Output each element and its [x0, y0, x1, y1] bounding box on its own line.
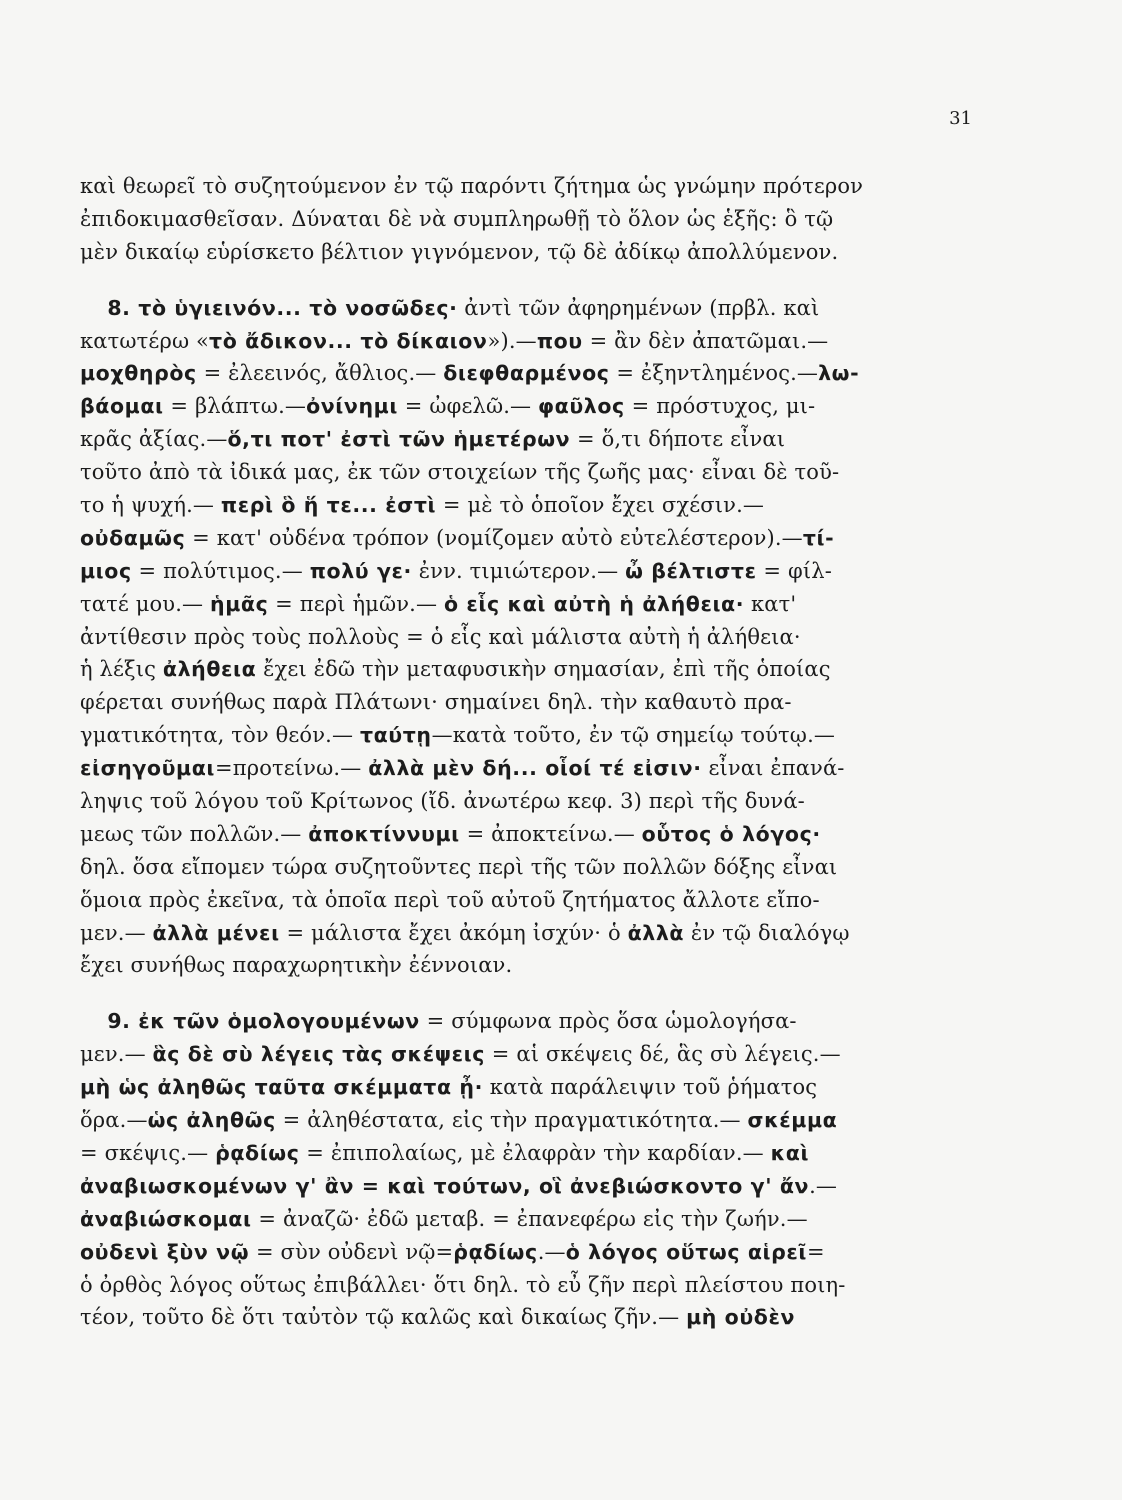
- gloss-text: δηλ. ὅσα εἴπομεν τώρα συζητοῦντες περὶ τῆς τῶν πολλῶν δόξης εἶναι: [80, 854, 838, 879]
- gloss-text: = ἐξηντλημένος.—: [609, 361, 819, 386]
- gloss-text: καὶ θεωρεῖ τὸ συζητούμενον ἐν τῷ παρόντι ζήτημα ὡς γνώμην πρότερον: [80, 174, 864, 198]
- lemma-term: ἀναβιωσκομένων γ' ἂν = καὶ τούτων, οἳ ἀνεβιώσκοντο γ' ἄν: [80, 1173, 810, 1198]
- gloss-text: = πρόστυχος, μι-: [624, 394, 816, 419]
- gloss-text: εἶναι ἐπανά-: [701, 756, 845, 781]
- gloss-text: = ἀποκτείνω.—: [459, 821, 642, 846]
- lemma-term: μὴ ὡς ἀληθῶς ταῦτα σκέμματα ᾖ·: [80, 1075, 483, 1100]
- lemma-term: ῥᾳδίως: [453, 1239, 538, 1264]
- gloss-text: = μάλιστα ἔχει ἀκόμη ἰσχύν· ὁ: [279, 920, 628, 945]
- gloss-text: ἐνν. τιμιώτερον.—: [411, 558, 626, 583]
- gloss-text: τατέ μου.—: [80, 591, 211, 616]
- text-line: [80, 1269, 980, 1302]
- lemma-term: ὡς ἀληθῶς: [147, 1108, 276, 1133]
- lemma-term: ἀλήθεια: [162, 657, 257, 682]
- lemma-term: σκέμμα: [747, 1108, 838, 1133]
- text-line: [80, 1170, 980, 1203]
- lemma-term: περὶ ὃ ἥ τε... ἐστὶ: [220, 493, 437, 518]
- gloss-text: = μὲ τὸ ὁποῖον ἔχει σχέσιν.—: [436, 493, 765, 518]
- gloss-text: ληψις τοῦ λόγου τοῦ Κρίτωνος (ἴδ. ἀνωτέρω κεφ. 3) περὶ τῆς δυνά-: [80, 789, 805, 814]
- text-line: [80, 357, 980, 390]
- lemma-term: καὶ: [770, 1140, 810, 1165]
- lemma-term: φαῦλος: [538, 394, 625, 419]
- lemma-term: ἀλλὰ: [627, 920, 685, 945]
- text-line: [80, 1005, 980, 1038]
- page-number: 31: [949, 108, 972, 129]
- gloss-text: —κατὰ τοῦτο, ἐν τῷ σημείῳ τούτῳ.—: [431, 723, 836, 748]
- text-line: [80, 236, 980, 269]
- lemma-term: λω-: [818, 361, 860, 386]
- text-line: [80, 292, 980, 325]
- lemma-term: διεφθαρμένος: [443, 361, 610, 386]
- gloss-text: μεως τῶν πολλῶν.—: [80, 821, 309, 846]
- lemma-term: βάομαι: [80, 394, 164, 419]
- lemma-term: ὦ βέλτιστε: [625, 558, 757, 583]
- gloss-text: ὁ ὀρθὸς λόγος οὕτως ἐπιβάλλει· ὅτι δηλ. τὸ εὖ ζῆν περὶ πλείστου ποιη-: [80, 1272, 846, 1297]
- gloss-text: = κατ' οὐδένα τρόπον (νομίζομεν αὐτὸ εὐτελέστερον).—: [185, 525, 803, 550]
- text-line: [80, 456, 980, 489]
- gloss-text: = σὺν οὐδενὶ νῷ=: [249, 1239, 454, 1264]
- gloss-text: ἀντὶ τῶν ἀφηρημένων (πρβλ. καὶ: [457, 295, 820, 320]
- text-line: [80, 423, 980, 456]
- gloss-text: ἡ λέξις: [80, 657, 163, 682]
- lemma-term: μιος: [80, 558, 132, 583]
- lemma-term: ἡμᾶς: [210, 591, 269, 616]
- gloss-text: ὅρα.—: [80, 1108, 148, 1133]
- lemma-term: που: [536, 328, 583, 353]
- lemma-term: μοχθηρὸς: [80, 361, 197, 386]
- text-line: [80, 489, 980, 522]
- gloss-text: κατ': [744, 591, 797, 616]
- lemma-term: 8. τὸ ὑγιεινόν... τὸ νοσῶδες·: [107, 295, 458, 320]
- text-line: [80, 785, 980, 818]
- gloss-text: = αἱ σκέψεις δέ, ἃς σὺ λέγεις.—: [484, 1042, 841, 1067]
- text-line: [80, 390, 980, 423]
- gloss-text: .—: [537, 1239, 566, 1264]
- lemma-term: ὁ εἷς καὶ αὐτὴ ἡ ἀλήθεια·: [443, 591, 745, 616]
- text-line: [80, 686, 980, 719]
- gloss-text: μεν.—: [80, 920, 153, 945]
- lemma-term: ὁ λόγος οὕτως αἱρεῖ: [565, 1239, 807, 1264]
- text-line: [80, 1071, 980, 1104]
- gloss-text: κρᾶς ἀξίας.—: [80, 427, 228, 452]
- lemma-term: ταύτῃ: [359, 723, 432, 748]
- text-line: [80, 719, 980, 752]
- gloss-text: =: [806, 1239, 825, 1264]
- gloss-text: = ἀναζῶ· ἐδῶ μεταβ. = ἐπανεφέρω εἰς τὴν ζωήν.—: [251, 1206, 808, 1231]
- gloss-text: [80, 1009, 107, 1033]
- gloss-text: μεν.—: [80, 1042, 153, 1067]
- gloss-text: τέον, τοῦτο δὲ ὅτι ταὐτὸν τῷ καλῶς καὶ δικαίως ζῆν.—: [80, 1305, 687, 1330]
- text-line: [80, 917, 980, 950]
- text-line: [80, 851, 980, 884]
- gloss-text: ἔχει συνήθως παραχωρητικὴν ἐέννοιαν.: [80, 953, 513, 978]
- gloss-text: μὲν δικαίῳ εὑρίσκετο βέλτιον γιγνόμενον, τῷ δὲ ἀδίκῳ ἀπολλύμενον.: [80, 239, 839, 264]
- text-line: [80, 1236, 980, 1269]
- gloss-text: »).—: [487, 328, 537, 353]
- lemma-term: μὴ οὐδὲν: [686, 1305, 796, 1330]
- gloss-text: = βλάπτω.—: [163, 394, 307, 419]
- text-line: [80, 1301, 980, 1334]
- gloss-text: ὅμοια πρὸς ἐκεῖνα, τὰ ὁποῖα περὶ τοῦ αὐτοῦ ζητήματος ἄλλοτε εἴπο-: [80, 887, 820, 912]
- gloss-text: = πολύτιμος.—: [131, 558, 310, 583]
- gloss-text: = ἀληθέστατα, εἰς τὴν πραγματικότητα.—: [275, 1108, 748, 1133]
- lemma-term: 9. ἐκ τῶν ὁμολογουμένων: [107, 1009, 420, 1034]
- text-line: [80, 1104, 980, 1137]
- lemma-term: τὸ ἄδικον... τὸ δίκαιον: [209, 328, 488, 353]
- text-line: [80, 1203, 980, 1236]
- text-line: [80, 522, 980, 555]
- gloss-text: κατὰ παράλειψιν τοῦ ῥήματος: [482, 1075, 818, 1100]
- gloss-text: =προτείνω.—: [215, 756, 369, 781]
- lemma-term: ῥᾳδίως: [215, 1140, 300, 1165]
- gloss-text: ἐν τῷ διαλόγῳ: [684, 920, 850, 945]
- text-line: [80, 1137, 980, 1170]
- gloss-text: = ὅ,τι δήποτε εἶναι: [570, 427, 786, 452]
- lemma-term: ἀλλὰ μὲν δή... οἷοί τέ εἰσιν·: [368, 756, 702, 781]
- gloss-text: ἀντίθεσιν πρὸς τοὺς πολλοὺς = ὁ εἷς καὶ μάλιστα αὐτὴ ἡ ἀλήθεια·: [80, 624, 801, 649]
- text-line: [80, 621, 980, 654]
- gloss-text: κατωτέρω «: [80, 328, 210, 353]
- text-line: [80, 170, 980, 203]
- text-line: [80, 588, 980, 621]
- gloss-text: .—: [809, 1173, 838, 1198]
- gloss-text: το ἡ ψυχή.—: [80, 493, 221, 518]
- paragraph-gap: [80, 982, 980, 1005]
- lemma-term: ὀνίνημι: [306, 394, 398, 419]
- text-line: [80, 884, 980, 917]
- gloss-text: = ὠφελῶ.—: [397, 394, 539, 419]
- gloss-text: = ἂν δὲν ἀπατῶμαι.—: [582, 328, 829, 353]
- lemma-term: εἰσηγοῦμαι: [80, 756, 216, 781]
- gloss-text: ἐπιδοκιμασθεῖσαν. Δύναται δὲ νὰ συμπληρωθῇ τὸ ὅλον ὡς ἑξῆς: ὃ τῷ: [80, 206, 834, 231]
- gloss-text: ἔχει ἐδῶ τὴν μεταφυσικὴν σημασίαν, ἐπὶ τῆς ὁποίας: [256, 657, 831, 682]
- gloss-text: = σύμφωνα πρὸς ὅσα ὡμολογήσα-: [419, 1009, 797, 1034]
- gloss-text: φέρεται συνήθως παρὰ Πλάτωνι· σημαίνει δηλ. τὴν καθαυτὸ πρα-: [80, 690, 792, 715]
- text-line: [80, 555, 980, 588]
- text-line: [80, 1038, 980, 1071]
- text-line: [80, 203, 980, 236]
- gloss-text: = ἐπιπολαίως, μὲ ἐλαφρὰν τὴν καρδίαν.—: [299, 1140, 771, 1165]
- text-line: [80, 818, 980, 851]
- text-line: [80, 949, 980, 982]
- lemma-term: ὅ,τι ποτ' ἐστὶ τῶν ἡμετέρων: [227, 427, 571, 452]
- gloss-text: = περὶ ἡμῶν.—: [268, 591, 444, 616]
- body-text: [80, 170, 980, 1334]
- lemma-term: ἃς δὲ σὺ λέγεις τὰς σκέψεις: [152, 1042, 485, 1067]
- gloss-text: = φίλ-: [756, 558, 832, 583]
- lemma-term: ἀλλὰ μένει: [152, 920, 280, 945]
- gloss-text: τοῦτο ἀπὸ τὰ ἰδικά μας, ἐκ τῶν στοιχείων τῆς ζωῆς μας· εἶναι δὲ τοῦ-: [80, 460, 840, 485]
- text-line: [80, 653, 980, 686]
- lemma-term: ἀποκτίννυμι: [308, 821, 460, 846]
- lemma-term: πολύ γε·: [309, 558, 412, 583]
- text-line: [80, 752, 980, 785]
- lemma-term: οὐδενὶ ξὺν νῷ: [80, 1239, 250, 1264]
- gloss-text: γματικότητα, τὸν θεόν.—: [80, 723, 360, 748]
- lemma-term: ἀναβιώσκομαι: [80, 1206, 252, 1231]
- lemma-term: τί-: [802, 525, 835, 550]
- paragraph-gap: [80, 269, 980, 292]
- gloss-text: [80, 296, 107, 320]
- text-line: [80, 325, 980, 358]
- lemma-term: οὐδαμῶς: [80, 525, 186, 550]
- gloss-text: = σκέψις.—: [80, 1140, 216, 1165]
- gloss-text: = ἐλεεινός, ἄθλιος.—: [196, 361, 444, 386]
- lemma-term: οὗτος ὁ λόγος·: [641, 821, 821, 846]
